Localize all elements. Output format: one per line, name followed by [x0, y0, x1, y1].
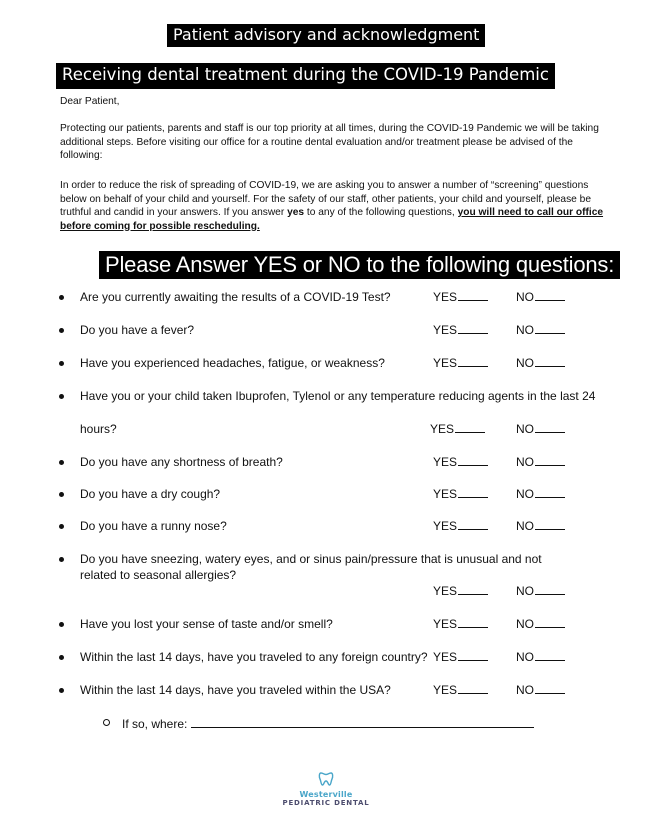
yes-label: YES — [433, 487, 458, 501]
no-blank[interactable] — [535, 583, 565, 595]
question-text: Do you have sneezing, watery eyes, and or sinus pain/pressure that is unusual and not related to seasonal allergies? — [80, 552, 542, 582]
no-answer[interactable] — [516, 322, 565, 338]
no-answer[interactable] — [516, 454, 565, 470]
yes-answer[interactable] — [433, 355, 488, 371]
yes-label: YES — [433, 455, 458, 469]
yes-answer[interactable] — [433, 649, 488, 665]
no-blank[interactable] — [535, 682, 565, 694]
yes-blank[interactable] — [458, 289, 488, 301]
question-row — [0, 616, 652, 632]
question-row — [0, 649, 652, 665]
question-row — [0, 682, 652, 698]
no-label: NO — [516, 584, 534, 598]
bullet-icon — [59, 622, 64, 627]
yes-blank[interactable] — [458, 616, 488, 628]
yes-label: YES — [433, 323, 458, 337]
no-answer[interactable] — [516, 616, 565, 632]
question-text: Within the last 14 days, have you traveled to any foreign country? — [80, 650, 428, 664]
question-row — [0, 322, 652, 338]
bullet-icon — [59, 328, 64, 333]
no-answer[interactable] — [516, 583, 565, 599]
yes-blank[interactable] — [458, 454, 488, 466]
yes-emphasis: yes — [287, 207, 305, 218]
yes-blank[interactable] — [458, 682, 488, 694]
bullet-icon — [59, 688, 64, 693]
yes-label: YES — [430, 422, 455, 436]
instructions-paragraph — [60, 179, 608, 233]
yes-blank[interactable] — [455, 421, 485, 433]
no-blank[interactable] — [535, 486, 565, 498]
no-label: NO — [516, 290, 534, 304]
question-text: Do you have a dry cough? — [80, 487, 221, 501]
document-title: Patient advisory and acknowledgment — [167, 24, 485, 47]
yes-answer[interactable] — [433, 289, 488, 305]
yes-answer[interactable] — [430, 421, 485, 437]
question-row — [0, 518, 652, 534]
yes-label: YES — [433, 683, 458, 697]
question-text-continued: hours? — [80, 422, 117, 436]
no-blank[interactable] — [535, 616, 565, 628]
no-label: NO — [516, 617, 534, 631]
hollow-bullet-icon — [103, 719, 110, 726]
instructions-text: In order to reduce the risk of spreading of COVID-19, we are asking you to answer a number of “screening” questions below on behalf of your child and yourself. For the safety of our staff, other patients, your child and yourself, please be truthful and candid in your answers. If you answer — [60, 180, 592, 218]
bullet-icon — [59, 295, 64, 300]
practice-logo — [270, 770, 382, 808]
no-label: NO — [516, 356, 534, 370]
document-subtitle: Receiving dental treatment during the COVID-19 Pandemic — [56, 63, 555, 89]
question-row-continued — [0, 421, 652, 437]
instructions-text-mid: to any of the following questions, — [304, 207, 458, 218]
tooth-icon — [317, 770, 335, 788]
yes-blank[interactable] — [458, 649, 488, 661]
question-text: Within the last 14 days, have you traveled within the USA? — [80, 683, 391, 697]
question-text: Have you lost your sense of taste and/or smell? — [80, 617, 333, 631]
yes-answer[interactable] — [433, 518, 488, 534]
no-blank[interactable] — [535, 421, 565, 433]
yes-label: YES — [433, 519, 458, 533]
question-text: Do you have a fever? — [80, 323, 195, 337]
salutation: Dear Patient, — [60, 96, 120, 107]
yes-label: YES — [433, 650, 458, 664]
no-answer[interactable] — [516, 289, 565, 305]
question-text: Do you have a runny nose? — [80, 519, 227, 533]
question-answer-row — [0, 583, 652, 599]
question-row — [0, 454, 652, 470]
bullet-icon — [59, 492, 64, 497]
yes-answer[interactable] — [433, 322, 488, 338]
no-label: NO — [516, 422, 534, 436]
yes-answer[interactable] — [433, 454, 488, 470]
question-row — [0, 289, 652, 305]
yes-answer[interactable] — [433, 616, 488, 632]
question-row — [0, 355, 652, 371]
no-label: NO — [516, 519, 534, 533]
question-row — [0, 388, 652, 404]
no-blank[interactable] — [535, 322, 565, 334]
intro-paragraph: Protecting our patients, parents and staff is our top priority at all times, during the COVID-19 Pandemic we will be taking additional steps. Before visiting our office for a routine dental evaluation and/or treatment please be advised of the following: — [60, 123, 599, 161]
yes-blank[interactable] — [458, 355, 488, 367]
yes-answer[interactable] — [433, 583, 488, 599]
yes-answer[interactable] — [433, 682, 488, 698]
no-blank[interactable] — [535, 289, 565, 301]
no-label: NO — [516, 650, 534, 664]
bullet-icon — [59, 460, 64, 465]
question-row — [0, 551, 652, 585]
no-answer[interactable] — [516, 421, 565, 437]
call-office-warning: you will need to call our office before coming for possible rescheduling. — [60, 207, 604, 232]
yes-blank[interactable] — [458, 486, 488, 498]
no-label: NO — [516, 455, 534, 469]
yes-blank[interactable] — [458, 322, 488, 334]
no-answer[interactable] — [516, 682, 565, 698]
no-answer[interactable] — [516, 649, 565, 665]
no-label: NO — [516, 683, 534, 697]
question-text: Have you or your child taken Ibuprofen, Tylenol or any temperature reducing agents in the last 24 — [80, 389, 596, 403]
bullet-icon — [59, 524, 64, 529]
no-blank[interactable] — [535, 518, 565, 530]
yes-label: YES — [433, 356, 458, 370]
logo-name: Westerville — [299, 790, 353, 799]
no-answer[interactable] — [516, 486, 565, 502]
bullet-icon — [59, 394, 64, 399]
yes-answer[interactable] — [433, 486, 488, 502]
yes-label: YES — [433, 290, 458, 304]
no-label: NO — [516, 487, 534, 501]
question-text: Are you currently awaiting the results of a COVID-19 Test? — [80, 290, 391, 304]
bullet-icon — [59, 655, 64, 660]
questions-heading: Please Answer YES or NO to the following questions: — [99, 251, 620, 279]
yes-blank[interactable] — [458, 583, 488, 595]
no-answer[interactable] — [516, 518, 565, 534]
no-blank[interactable] — [535, 355, 565, 367]
yes-label: YES — [433, 584, 458, 598]
bullet-icon — [59, 361, 64, 366]
question-row — [0, 486, 652, 502]
no-blank[interactable] — [535, 454, 565, 466]
logo-tagline: PEDIATRIC DENTAL — [282, 799, 370, 807]
travel-location-label: If so, where: — [122, 717, 188, 731]
yes-label: YES — [433, 617, 458, 631]
question-text: Do you have any shortness of breath? — [80, 455, 283, 469]
yes-blank[interactable] — [458, 518, 488, 530]
question-text: Have you experienced headaches, fatigue, or weakness? — [80, 356, 385, 370]
no-blank[interactable] — [535, 649, 565, 661]
travel-location-item — [103, 716, 534, 732]
no-label: NO — [516, 323, 534, 337]
bullet-icon — [59, 557, 64, 562]
travel-location-blank[interactable] — [191, 716, 534, 728]
no-answer[interactable] — [516, 355, 565, 371]
